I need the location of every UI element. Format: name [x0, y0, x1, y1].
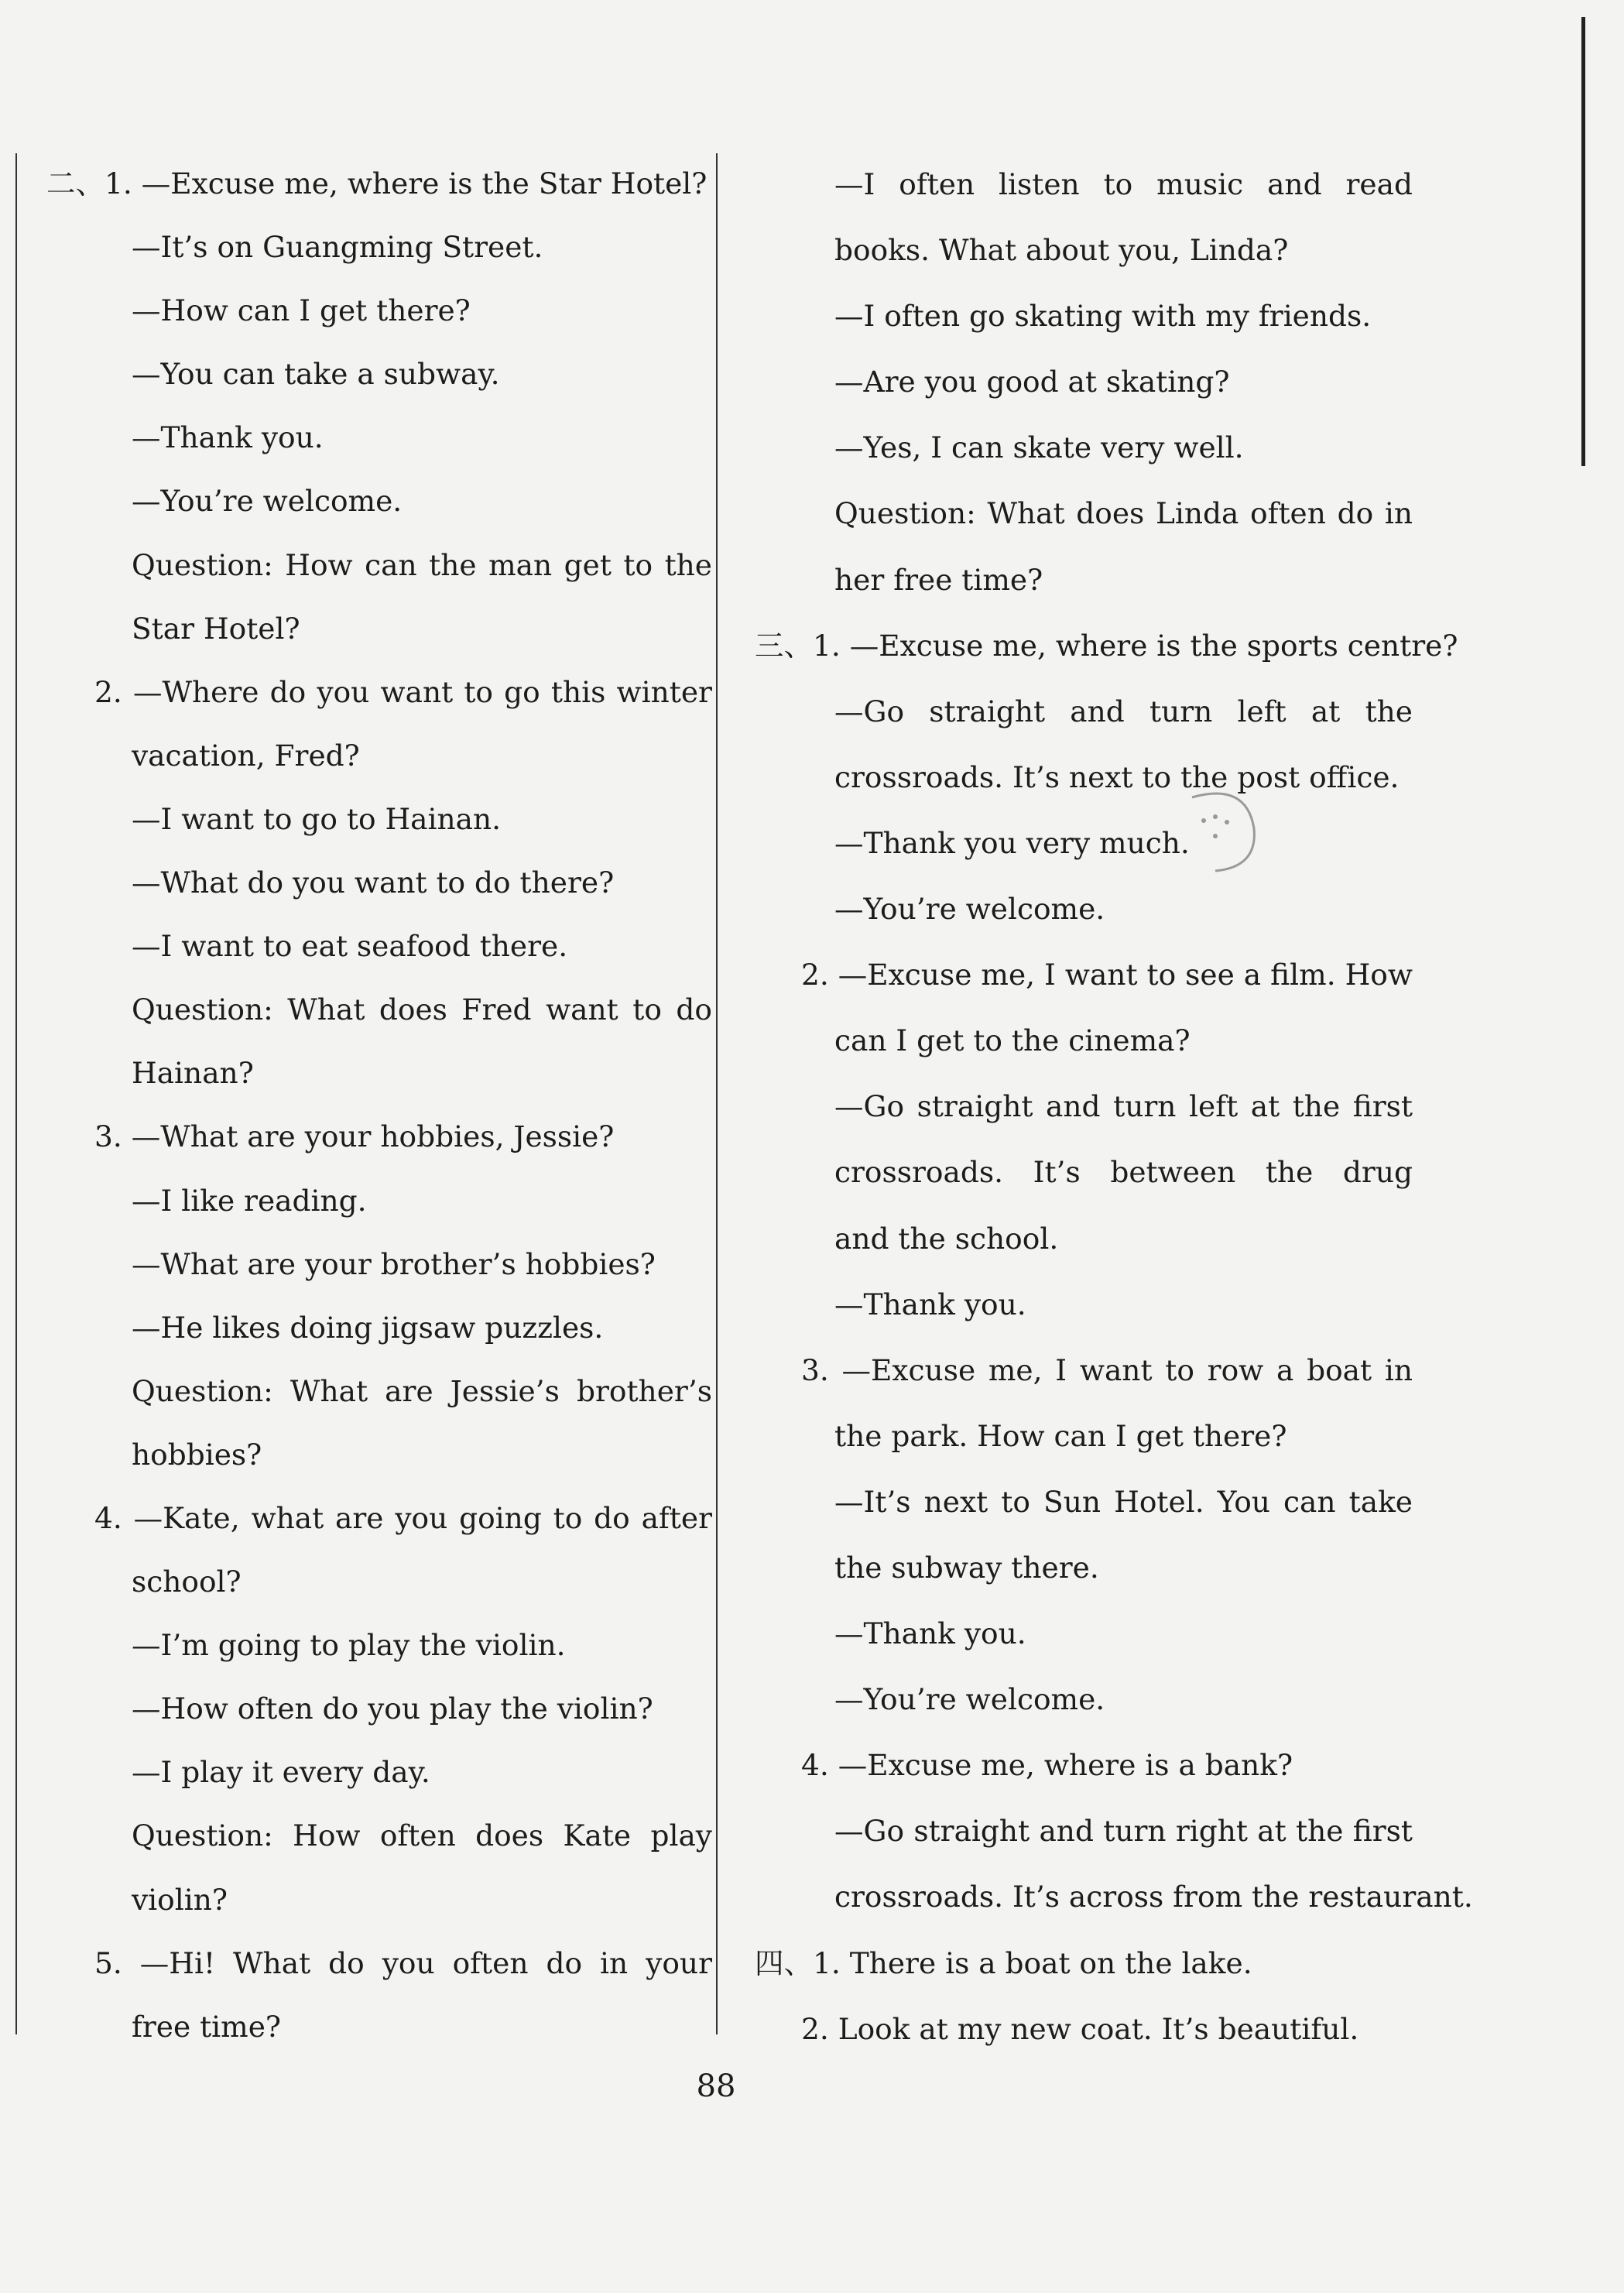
text-line: —What do you want to do there?	[132, 865, 615, 900]
text-line: 3. —Excuse me, I want to row a boat in	[801, 1352, 1413, 1387]
text-line: 2. Look at my new coat. It’s beautiful.	[801, 2011, 1359, 2046]
text-line: —How can I get there?	[132, 293, 471, 328]
text-line: 二、1. —Excuse me, where is the Star Hotel?	[46, 166, 708, 201]
text-line: —I often go skating with my friends.	[834, 299, 1372, 334]
text-line: 2. —Excuse me, I want to see a film. How	[801, 958, 1413, 992]
text-line: 4. —Kate, what are you going to do after	[94, 1500, 712, 1535]
text-line: the subway there.	[834, 1550, 1099, 1585]
text-line: —Go straight and turn left at the	[834, 694, 1413, 728]
text-line: school?	[132, 1565, 242, 1599]
right-column	[747, 152, 1473, 2062]
text-line: —I’m going to play the violin.	[132, 1628, 566, 1663]
text-line: hobbies?	[132, 1437, 262, 1472]
left-margin-rule	[15, 153, 17, 2034]
text-line: —I want to eat seafood there.	[132, 929, 568, 964]
text-line: vacation, Fred?	[132, 738, 360, 773]
text-line: —I want to go to Hainan.	[132, 801, 502, 836]
text-line: her free time?	[834, 562, 1043, 597]
text-line: —He likes doing jigsaw puzzles.	[132, 1310, 604, 1345]
text-line: the park. How can I get there?	[834, 1418, 1287, 1453]
left-column	[46, 152, 712, 2058]
text-line: free time?	[132, 2009, 282, 2044]
text-line: Star Hotel?	[132, 611, 300, 646]
text-line: —Yes, I can skate very well.	[834, 430, 1244, 465]
text-line: —I like reading.	[132, 1183, 367, 1218]
text-line: —You can take a subway.	[132, 357, 500, 392]
text-line: and the school.	[834, 1221, 1059, 1256]
text-line: —It’s next to Sun Hotel. You can take	[834, 1484, 1413, 1519]
text-line: —Are you good at skating?	[834, 365, 1230, 399]
text-line: —Thank you.	[132, 420, 324, 455]
text-line: —How often do you play the violin?	[132, 1691, 653, 1726]
column-divider	[716, 153, 718, 2034]
text-line: —I often listen to music and read	[834, 167, 1413, 201]
text-line: —Go straight and turn left at the first	[834, 1089, 1413, 1124]
text-line: crossroads. It’s between the drug	[834, 1155, 1413, 1190]
text-line: —Go straight and turn right at the first	[834, 1814, 1413, 1849]
page-number: 88	[696, 2068, 736, 2104]
text-line: —Thank you.	[834, 1287, 1026, 1321]
text-line: Question: What does Fred want to do	[132, 992, 712, 1027]
text-line: 5. —Hi! What do you often do in your	[94, 1945, 712, 1980]
text-line: —You’re welcome.	[834, 892, 1105, 927]
text-line: 2. —Where do you want to go this winter	[94, 674, 712, 709]
text-line: can I get to the cinema?	[834, 1023, 1191, 1058]
text-line: violin?	[132, 1882, 228, 1917]
text-line: —What are your brother’s hobbies?	[132, 1246, 656, 1281]
text-line: —You’re welcome.	[834, 1682, 1105, 1717]
text-line: 4. —Excuse me, where is a bank?	[801, 1748, 1293, 1783]
text-line: crossroads. It’s next to the post office.	[834, 759, 1400, 794]
text-line: Question: What are Jessie’s brother’s	[132, 1373, 712, 1408]
text-line: —Thank you.	[834, 1616, 1026, 1651]
watermark-stamp-icon	[1161, 774, 1277, 890]
text-line: crossroads. It’s across from the restaurant.	[834, 1880, 1473, 1914]
text-line: Hainan?	[132, 1056, 254, 1091]
text-line: Question: What does Linda often do in	[834, 496, 1413, 531]
text-line: —It’s on Guangming Street.	[132, 230, 543, 265]
text-line: Question: How can the man get to the	[132, 547, 712, 582]
text-line: —You’re welcome.	[132, 484, 403, 519]
text-line: 四、1. There is a boat on the lake.	[755, 1945, 1252, 1980]
text-line: books. What about you, Linda?	[834, 233, 1289, 268]
text-line: Question: How often does Kate play	[132, 1818, 712, 1853]
text-line: —I play it every day.	[132, 1755, 430, 1790]
text-line: —Thank you very much.	[834, 825, 1190, 860]
page-edge-rule	[1581, 17, 1585, 466]
text-line: 三、1. —Excuse me, where is the sports centre?	[755, 628, 1458, 663]
text-line: 3. —What are your hobbies, Jessie?	[94, 1119, 615, 1154]
